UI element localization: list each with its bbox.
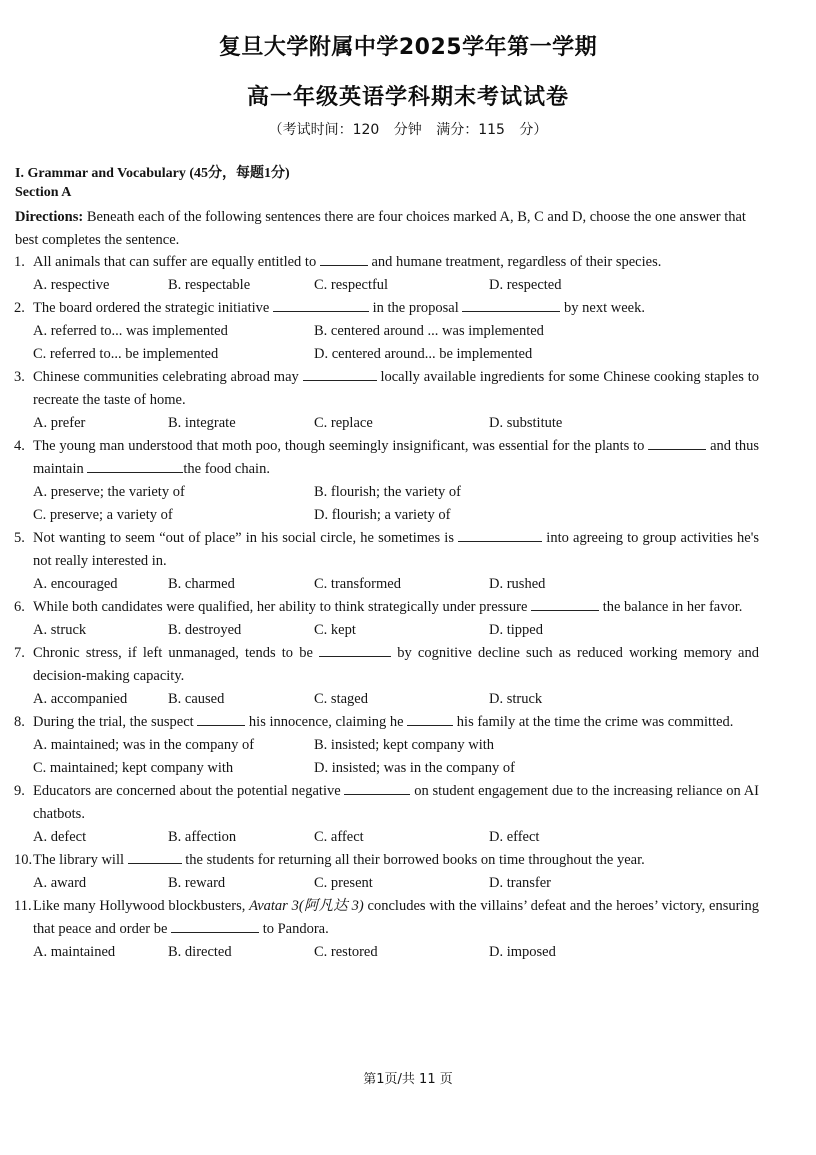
answer-option-a[interactable]: A. maintained; was in the company of [33, 737, 255, 753]
question-number: 2. [14, 300, 25, 316]
question-stem [14, 527, 759, 573]
question-item [14, 780, 759, 849]
answer-option-a[interactable]: A. encouraged [33, 576, 118, 592]
answer-option-a[interactable]: A. accompanied [33, 691, 128, 707]
question-text: the students for returning all their borrowed books on time throughout the year. [181, 852, 645, 868]
answer-option-c[interactable]: C. respectful [314, 277, 389, 293]
answer-blank[interactable] [531, 596, 599, 611]
question-number: 4. [14, 438, 25, 454]
question-item [14, 435, 759, 527]
answer-option-a[interactable]: A. struck [33, 622, 87, 638]
option-list [14, 274, 759, 297]
answer-option-b[interactable]: B. flourish; the variety of [314, 484, 461, 500]
page-number: 第1页/共 11 页 [363, 1072, 453, 1087]
answer-option-d[interactable]: D. centered around... be implemented [314, 346, 533, 362]
question-number: 5. [14, 530, 25, 546]
question-number: 9. [14, 783, 25, 799]
option-list [14, 734, 759, 780]
answer-blank[interactable] [407, 711, 453, 726]
option-list [14, 941, 759, 964]
answer-blank[interactable] [344, 780, 410, 795]
question-item [14, 366, 759, 435]
answer-option-a[interactable]: A. defect [33, 829, 87, 845]
answer-option-b[interactable]: B. integrate [168, 415, 236, 431]
exam-info: （考试时间：120 分钟 满分：115 分） [268, 122, 548, 138]
question-stem [14, 642, 759, 688]
question-text: Chronic stress, if left unmanaged, tends to be [33, 645, 320, 661]
question-item [14, 711, 759, 780]
question-text: his family at the time the crime was committed. [453, 714, 734, 730]
question-text: his innocence, claiming he [245, 714, 408, 730]
question-text: and thus maintain [33, 438, 759, 477]
question-text: and humane treatment, regardless of their species. [367, 254, 662, 270]
question-item [14, 849, 759, 895]
question-stem [14, 251, 759, 274]
answer-blank[interactable] [197, 711, 245, 726]
question-text: Educators are concerned about the potential negative [33, 783, 345, 799]
directions-text: Beneath each of the following sentences there are four choices marked A, B, C and D, choose the one answer that best completes the sentence. [15, 209, 746, 248]
answer-blank[interactable] [128, 849, 182, 864]
answer-option-c[interactable]: C. restored [314, 944, 378, 960]
question-number: 11. [14, 898, 32, 914]
answer-option-c[interactable]: C. replace [314, 415, 373, 431]
answer-option-a[interactable]: A. maintained [33, 944, 116, 960]
question-stem [14, 711, 759, 734]
answer-option-a[interactable]: A. referred to... was implemented [33, 323, 228, 339]
question-stem [14, 895, 759, 941]
question-item [14, 527, 759, 596]
question-text: Not wanting to seem “out of place” in his social circle, he sometimes is [33, 530, 459, 546]
question-item [14, 297, 759, 366]
question-text: While both candidates were qualified, her ability to think strategically under pressure [33, 599, 532, 615]
answer-option-d[interactable]: D. imposed [489, 944, 556, 960]
option-list [14, 872, 759, 895]
question-text: The board ordered the strategic initiative [33, 300, 273, 316]
question-stem [14, 780, 759, 826]
directions-label: Directions: [15, 209, 84, 225]
answer-blank[interactable] [648, 435, 706, 450]
question-stem [14, 435, 759, 481]
answer-option-d[interactable]: D. rushed [489, 576, 546, 592]
question-stem [14, 596, 759, 619]
answer-option-d[interactable]: D. effect [489, 829, 540, 845]
answer-option-b[interactable]: B. destroyed [168, 622, 242, 638]
answer-option-c[interactable]: C. present [314, 875, 373, 891]
option-list [14, 481, 759, 527]
option-list [14, 688, 759, 711]
answer-option-b[interactable]: B. centered around ... was implemented [314, 323, 544, 339]
answer-option-c[interactable]: C. kept [314, 622, 356, 638]
question-stem [14, 849, 759, 872]
question-text: by next week. [560, 300, 645, 316]
question-text: the food chain. [183, 461, 270, 477]
question-stem [14, 297, 759, 320]
answer-option-c[interactable]: C. affect [314, 829, 364, 845]
answer-option-d[interactable]: D. respected [489, 277, 562, 293]
question-text: Chinese communities celebrating abroad may [33, 369, 303, 385]
question-text: During the trial, the suspect [33, 714, 198, 730]
answer-blank[interactable] [273, 297, 369, 312]
question-text: The library will [33, 852, 128, 868]
answer-option-d[interactable]: D. flourish; a variety of [314, 507, 451, 523]
question-text: into agreeing to group activities he's not really interested in. [33, 530, 759, 569]
question-number: 6. [14, 599, 25, 615]
question-number: 10. [14, 852, 33, 868]
question-item [14, 895, 759, 964]
question-number: 8. [14, 714, 25, 730]
question-item [14, 596, 759, 642]
question-list [14, 251, 759, 964]
answer-option-b[interactable]: B. charmed [168, 576, 235, 592]
question-text: the balance in her favor. [599, 599, 743, 615]
option-list [14, 573, 759, 596]
subsection-title: Section A [15, 185, 72, 200]
answer-blank[interactable] [320, 251, 368, 266]
option-list [14, 320, 759, 366]
question-item [14, 251, 759, 297]
answer-option-d[interactable]: D. tipped [489, 622, 543, 638]
exam-title: 复旦大学附属中学2025学年第一学期 [218, 35, 598, 60]
question-number: 7. [14, 645, 25, 661]
question-text: Like many Hollywood blockbusters, [33, 898, 250, 914]
answer-option-b[interactable]: B. affection [168, 829, 237, 845]
question-text: concludes with the villains’ defeat and the heroes’ victory, ensuring that peace and order be [33, 898, 759, 937]
answer-option-d[interactable]: D. transfer [489, 875, 552, 891]
answer-blank[interactable] [458, 527, 542, 542]
exam-subtitle: 高一年级英语学科期末考试试卷 [246, 85, 569, 110]
answer-blank[interactable] [462, 297, 560, 312]
question-text: locally available ingredients for some Chinese cooking staples to recreate the taste of home. [33, 369, 759, 408]
film-title: Avatar 3(阿凡达 3) [249, 898, 364, 914]
answer-option-a[interactable]: A. respective [33, 277, 110, 293]
answer-option-c[interactable]: C. transformed [314, 576, 401, 592]
question-text: in the proposal [368, 300, 463, 316]
answer-blank[interactable] [319, 642, 391, 657]
answer-option-b[interactable]: B. reward [168, 875, 226, 891]
option-list [14, 619, 759, 642]
question-text: All animals that can suffer are equally entitled to [33, 254, 320, 270]
answer-option-c[interactable]: C. maintained; kept company with [33, 760, 234, 776]
answer-option-b[interactable]: B. caused [168, 691, 225, 707]
option-list [14, 826, 759, 849]
answer-blank[interactable] [171, 918, 259, 933]
option-list [14, 412, 759, 435]
question-text: by cognitive decline such as reduced working memory and decision-making capacity. [33, 645, 759, 684]
answer-option-a[interactable]: A. award [33, 875, 87, 891]
question-text: The young man understood that moth poo, though seemingly insignificant, was essential for the plants to [33, 438, 649, 454]
question-text: to Pandora. [259, 921, 329, 937]
section-title: I. Grammar and Vocabulary (45分，每题1分) [15, 166, 290, 181]
question-stem [14, 366, 759, 412]
answer-option-a[interactable]: A. preserve; the variety of [33, 484, 185, 500]
answer-option-b[interactable]: B. insisted; kept company with [314, 737, 495, 753]
answer-option-c[interactable]: C. staged [314, 691, 368, 707]
answer-blank[interactable] [87, 458, 183, 473]
answer-option-d[interactable]: D. insisted; was in the company of [314, 760, 515, 776]
answer-option-b[interactable]: B. respectable [168, 277, 251, 293]
answer-option-c[interactable]: C. referred to... be implemented [33, 346, 219, 362]
answer-blank[interactable] [303, 366, 377, 381]
question-text: on student engagement due to the increasing reliance on AI chatbots. [33, 783, 759, 822]
question-item [14, 642, 759, 711]
answer-option-a[interactable]: A. prefer [33, 415, 86, 431]
question-number: 1. [14, 254, 25, 270]
answer-option-d[interactable]: D. struck [489, 691, 543, 707]
answer-option-d[interactable]: D. substitute [489, 415, 563, 431]
directions [15, 206, 755, 252]
answer-option-c[interactable]: C. preserve; a variety of [33, 507, 173, 523]
question-number: 3. [14, 369, 25, 385]
answer-option-b[interactable]: B. directed [168, 944, 232, 960]
